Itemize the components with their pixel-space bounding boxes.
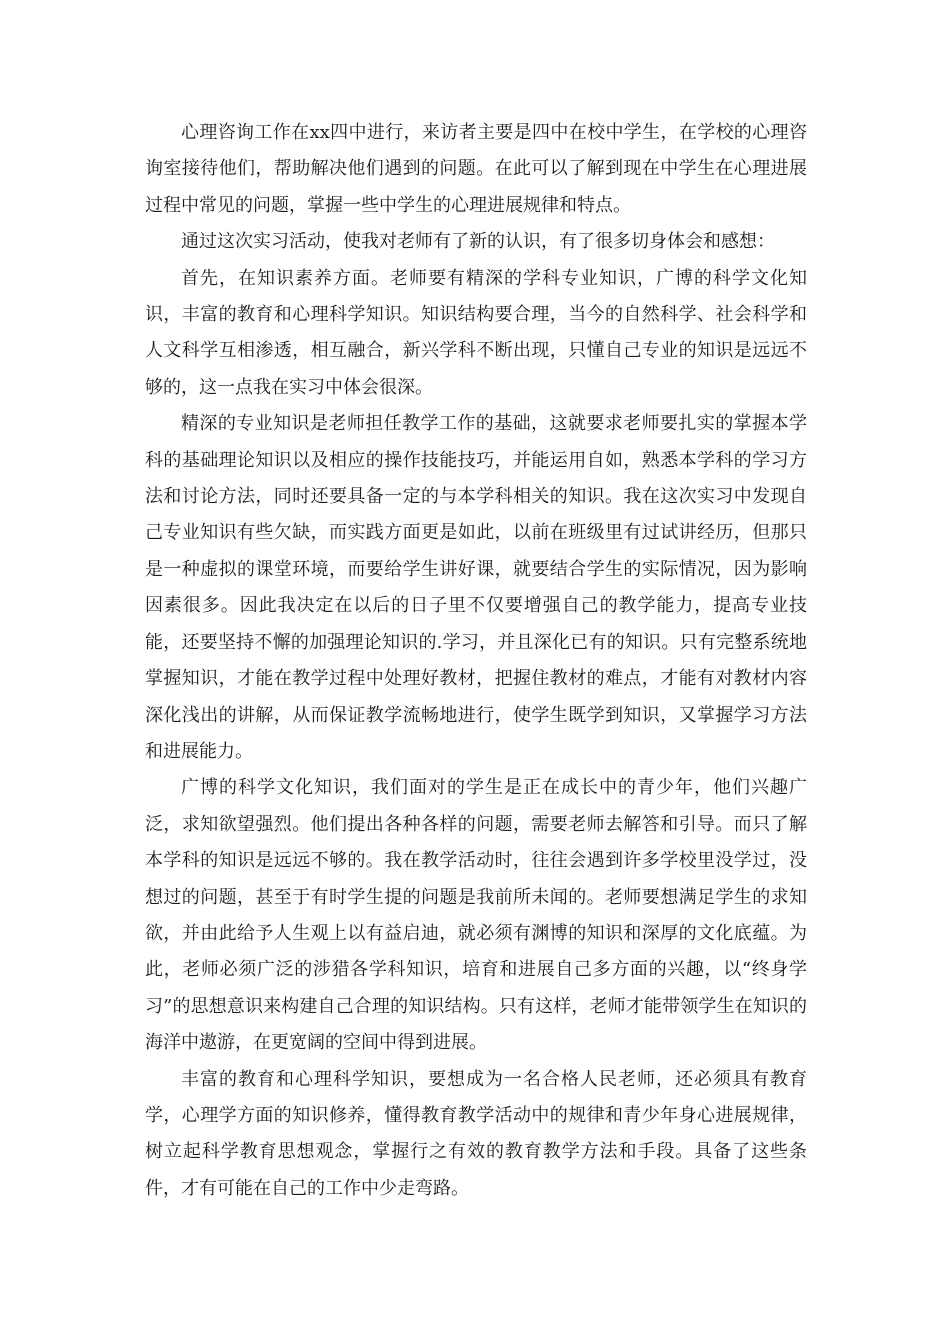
paragraph-professional-knowledge: 精深的专业知识是老师担任教学工作的基础，这就要求老师要扎实的掌握本学科的基础理论知识以及相应的操作技能技巧，并能运用自如，熟悉本学科的学习方法和讨论方法，同时还要具备一定的与本学科相关的知识。我在这次实习中发现自己专业知识有些欠缺，而实践方面更是如此，以前在班级里有过试讲经历，但那只是一种虚拟的课堂环境，而要给学生讲好课，就要结合学生的实际情况，因为影响因素很多。因此我决定在以后的日子里不仅要增强自己的教学能力，提高专业技能，还要坚持不懈的加强理论知识的.学习，并且深化已有的知识。只有完整系统地掌握知识，才能在教学过程中处理好教材，把握住教材的难点，才能有对教材内容深化浅出的讲解，从而保证教学流畅地进行，使学生既学到知识，又掌握学习方法和进展能力。 [145, 413, 807, 762]
paragraph-broad-knowledge: 广博的科学文化知识，我们面对的学生是正在成长中的青少年，他们兴趣广泛，求知欲望强烈。他们提出各种各样的问题，需要老师去解答和引导。而只了解本学科的知识是远远不够的。我在教学活动时，往往会遇到许多学校里没学过，没想过的问题，甚至于有时学生提的问题是我前所未闻的。老师要想满足学生的求知欲，并由此给予人生观上以有益启迪，就必须有渊博的知识和深厚的文化底蕴。为此，老师必须广泛的涉猎各学科知识，培育和进展自己多方面的兴趣，以“终身学习”的思想意识来构建自己合理的知识结构。只有这样，老师才能带领学生在知识的海洋中遨游，在更宽阔的空间中得到进展。 [145, 777, 807, 1054]
paragraph-reflection-lead: 通过这次实习活动，使我对老师有了新的认识，有了很多切身体会和感想： [181, 231, 775, 253]
document-body [145, 115, 807, 1207]
paragraph-knowledge-literacy: 首先，在知识素养方面。老师要有精深的学科专业知识，广博的科学文化知识，丰富的教育和心理科学知识。知识结构要合理，当今的自然科学、社会科学和人文科学互相渗透，相互融合，新兴学科不断出现，只懂自己专业的知识是远远不够的，这一点我在实习中体会很深。 [145, 267, 807, 398]
paragraph-education-psychology: 丰富的教育和心理科学知识，要想成为一名合格人民老师，还必须具有教育学，心理学方面的知识修养，懂得教育教学活动中的规律和青少年身心进展规律，树立起科学教育思想观念，掌握行之有效的教育教学方法和手段。具备了这些条件，才有可能在自己的工作中少走弯路。 [145, 1068, 807, 1199]
paragraph-intro: 心理咨询工作在xx四中进行，来访者主要是四中在校中学生，在学校的心理咨询室接待他们，帮助解决他们遇到的问题。在此可以了解到现在中学生在心理进展过程中常见的问题，掌握一些中学生的心理进展规律和特点。 [145, 122, 807, 216]
